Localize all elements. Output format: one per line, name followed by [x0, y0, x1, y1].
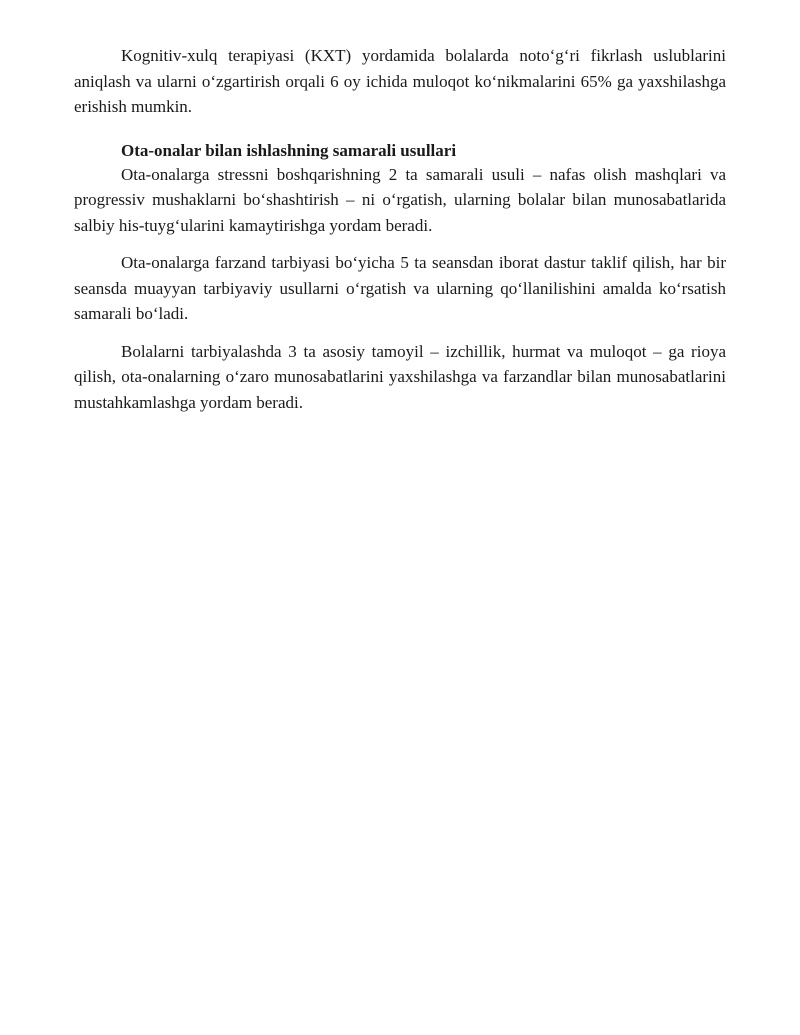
paragraph-parenting-program: Ota-onalarga farzand tarbiyasi bo‘yicha 5 ta seansdan iborat dastur taklif qilish, har bir seansda muayyan tarbiyaviy usullarni o‘rgatish va ularning qo‘llanilishini amalda ko‘rsatish samarali bo‘ladi.: [74, 253, 726, 323]
section-heading: Ota-onalar bilan ishlashning samarali usullari: [121, 140, 457, 160]
paragraph-kxt-therapy: Kognitiv-xulq terapiyasi (KXT) yordamida bolalarda noto‘g‘ri fikrlash uslublarini aniqlash va ularni o‘zgartirish orqali 6 oy ichida muloqot ko‘nikmalarini 65% ga yaxshilashga erishish mumkin.: [74, 46, 726, 116]
document-page: [74, 43, 726, 415]
paragraph-stress-management: Ota-onalarga stressni boshqarishning 2 ta samarali usuli – nafas olish mashqlari va progressiv mushaklarni bo‘shashtirish – ni o‘rgatish, ularning bolalar bilan munosabatlarida salbiy his-tuyg‘ularini kamaytirishga yordam beradi.: [74, 164, 726, 235]
paragraph-core-principles: Bolalarni tarbiyalashda 3 ta asosiy tamoyil – izchillik, hurmat va muloqot – ga rioya qilish, ota-onalarning o‘zaro munosabatlarini yaxshilashga va farzandlar bilan munosabatlarini mustahkamlashga yordam beradi.: [74, 341, 726, 412]
